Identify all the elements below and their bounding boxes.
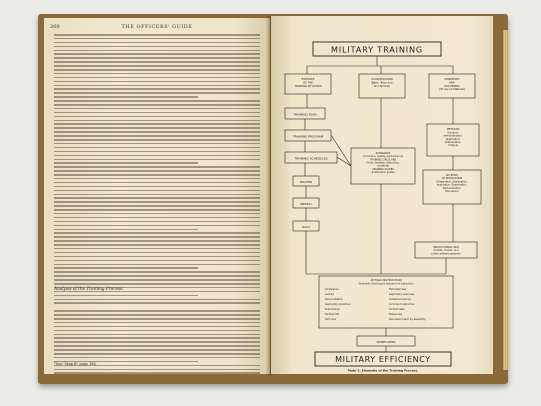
text-line xyxy=(54,85,260,87)
page-number: 200 xyxy=(50,24,60,30)
text-line xyxy=(54,205,260,207)
text-line xyxy=(54,326,260,328)
text-line xyxy=(54,369,260,371)
text-line xyxy=(54,322,260,324)
text-line xyxy=(54,139,260,141)
text-line xyxy=(54,61,260,63)
text-line xyxy=(54,357,260,359)
text-line xyxy=(54,334,260,336)
text-line xyxy=(54,236,260,238)
instruction-item: Tactical test xyxy=(325,313,340,316)
text-line xyxy=(54,73,260,75)
text-line xyxy=(54,283,260,285)
text-line xyxy=(54,53,260,55)
text-line xyxy=(54,372,260,374)
actual-instruction-label: ACTUAL INSTRUCTION xyxy=(370,278,402,282)
text-line xyxy=(54,50,260,52)
instruction-item: Conference xyxy=(325,288,339,291)
instructional-aids-label: INSTRUCTIONAL AIDS (Charts, models, and public address systems) xyxy=(431,246,461,256)
text-line xyxy=(54,229,198,231)
maneuvers-label: MANEUVERS xyxy=(376,339,396,344)
text-line xyxy=(54,46,260,48)
text-line xyxy=(54,314,260,316)
methods-label: METHODS (Lecture, demonstration, application, examination, critique) xyxy=(443,128,463,148)
actual-instruction-sub: (Desirable of training for the period of instruction) xyxy=(358,282,414,286)
text-line xyxy=(54,81,260,83)
text-line xyxy=(54,194,260,196)
instruction-item: Command instruction xyxy=(389,303,415,306)
text-line xyxy=(54,240,260,242)
training-schedules-label: TRAINING SCHEDULES xyxy=(294,156,328,161)
text-line xyxy=(54,135,260,137)
text-line xyxy=(54,271,260,273)
text-line xyxy=(54,295,198,297)
actual-right-list xyxy=(389,288,426,321)
instruction-item: Demonstration xyxy=(325,298,343,301)
instruction-item: Application exercises xyxy=(389,293,415,296)
text-line xyxy=(54,170,260,172)
text-line xyxy=(54,217,260,219)
text-line xyxy=(54,190,260,192)
text-line xyxy=(54,112,260,114)
text-line xyxy=(54,345,260,347)
text-line xyxy=(54,201,260,203)
text-line xyxy=(54,291,260,293)
footnote: *See "Map B" page 186. xyxy=(54,362,97,366)
page-edges xyxy=(503,30,509,370)
text-line xyxy=(54,147,260,149)
text-line xyxy=(54,174,260,176)
text-line xyxy=(54,131,260,133)
text-line xyxy=(54,318,260,320)
text-line xyxy=(54,182,260,184)
text-line xyxy=(54,151,260,153)
text-line xyxy=(54,100,260,102)
text-line xyxy=(54,209,260,211)
training-program-label: TRAINING PROGRAM xyxy=(292,134,324,139)
right-page xyxy=(271,16,493,374)
actual-left-list xyxy=(325,288,351,321)
text-line xyxy=(54,256,260,258)
training-plan-label: TRAINING PLAN xyxy=(293,112,317,117)
text-line xyxy=(54,38,260,40)
instruction-item: Tactical tests xyxy=(389,308,405,311)
text-line xyxy=(54,108,260,110)
text-line xyxy=(54,197,260,199)
text-line xyxy=(54,42,260,44)
instruction-item: Examination xyxy=(325,308,340,311)
text-line xyxy=(54,57,260,59)
instruction-item: Field exercises xyxy=(389,288,407,291)
instruction-item: Lecture xyxy=(325,293,334,296)
text-line xyxy=(54,104,260,106)
text-line xyxy=(54,341,260,343)
text-line xyxy=(54,279,260,281)
text-line xyxy=(54,264,260,266)
text-line xyxy=(54,244,260,246)
text-line xyxy=(54,213,260,215)
weekly-label: WEEKLY xyxy=(300,202,312,206)
text-line xyxy=(54,225,260,227)
text-line xyxy=(54,267,198,269)
training-diagram xyxy=(271,16,493,374)
left-page xyxy=(44,18,270,374)
text-line xyxy=(54,252,260,254)
text-line xyxy=(54,310,260,312)
text-line xyxy=(54,349,260,351)
text-line xyxy=(54,337,260,339)
diagram-bottom-title: MILITARY EFFICIENCY xyxy=(335,355,431,364)
text-line xyxy=(54,96,198,98)
running-head: THE OFFICERS' GUIDE xyxy=(121,24,193,30)
text-line xyxy=(54,155,260,157)
text-line xyxy=(54,221,260,223)
text-line xyxy=(54,34,260,36)
standards-label: STANDARDS (Condition, quality, performance) TRAINING CIRCULARS (Time, facilities, instruction, incidents) TRAINING GUIDES (Instructors' guide) xyxy=(363,152,403,175)
text-line xyxy=(54,123,260,125)
text-line xyxy=(54,353,260,355)
text-line xyxy=(54,275,260,277)
text-line xyxy=(54,178,260,180)
text-line xyxy=(54,88,260,90)
instruction-item: Collective training xyxy=(389,298,411,301)
text-line xyxy=(54,302,260,304)
six-steps-label: SIX STEPS OF INSTRUCTION (Preparation, Explanation, Application, Examination, Demonstration, Discussion) xyxy=(436,174,468,193)
principles-label: PRINCIPLES AND DOCTRINES (Of men & Material) xyxy=(439,78,465,92)
instruction-item: Application (practice) xyxy=(325,303,351,306)
instruction-item: Discussion (each by assembly) xyxy=(389,318,426,321)
text-line xyxy=(54,77,260,79)
estimate-label: ESTIMATE OF THE TRAINING SITUATION xyxy=(294,78,322,88)
plate-caption: Plate 5. Elements of the Training Process. xyxy=(347,368,419,373)
text-line xyxy=(54,260,260,262)
text-line xyxy=(54,248,260,250)
instruction-item: Unit Quiz xyxy=(325,318,336,321)
text-line xyxy=(54,143,260,145)
text-line xyxy=(54,166,260,168)
master-label: MASTER xyxy=(299,180,313,184)
daily-label: DAILY xyxy=(301,225,311,229)
text-line xyxy=(54,116,260,118)
text-line xyxy=(54,65,260,67)
text-line xyxy=(54,162,198,164)
text-line xyxy=(54,330,260,332)
text-line xyxy=(54,120,260,122)
text-line xyxy=(54,127,260,129)
text-line xyxy=(54,299,260,301)
instruction-item: Maneuvers xyxy=(389,313,403,316)
section-heading: Analysis of the Training Process. xyxy=(54,286,124,291)
text-line xyxy=(54,69,260,71)
diagram-title: MILITARY TRAINING xyxy=(330,44,424,55)
text-line xyxy=(54,159,260,161)
text-line xyxy=(54,232,260,234)
text-line xyxy=(54,186,260,188)
classification-label: CLASSIFICATION (Basic, Technical, and Tactical) xyxy=(370,78,394,88)
body-text xyxy=(54,34,260,354)
text-line xyxy=(54,92,260,94)
